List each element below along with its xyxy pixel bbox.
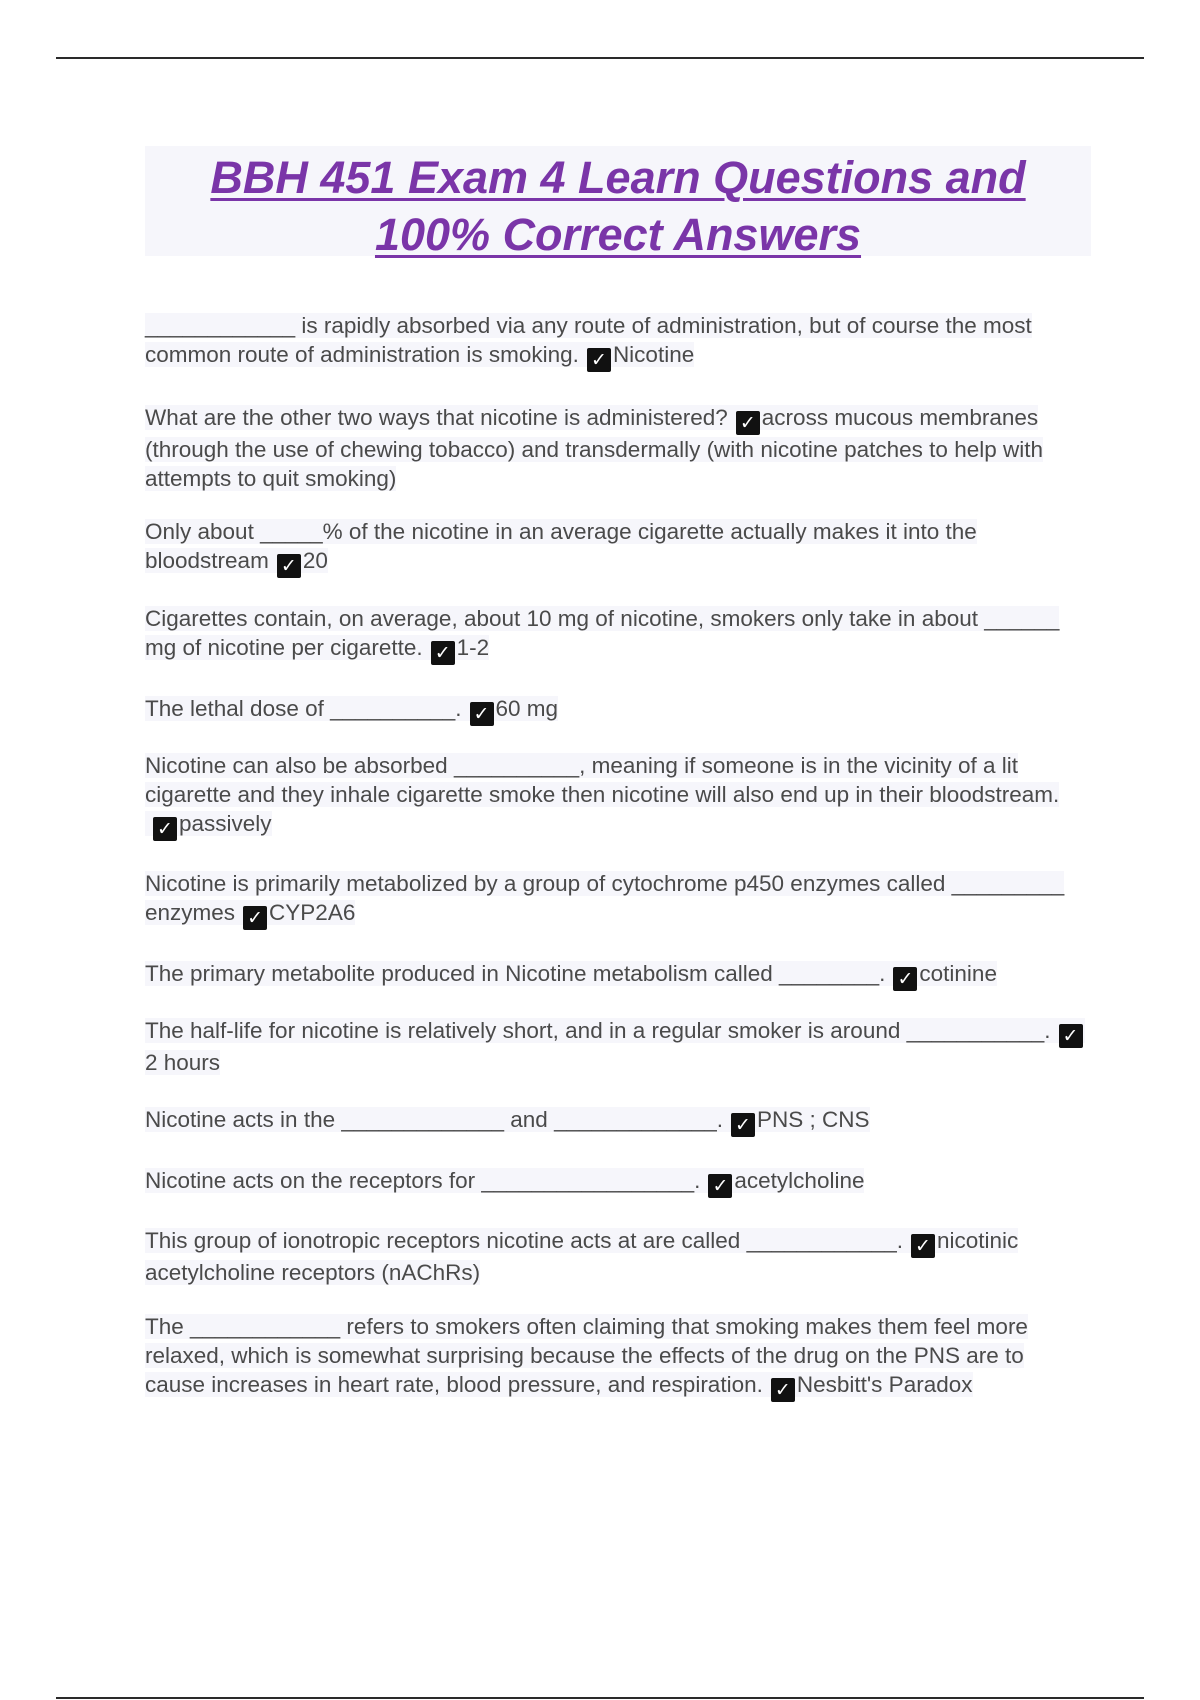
check-box-icon: ✓: [431, 641, 455, 665]
answer: nicotinic acetylcholine receptors (nAChRs): [145, 1228, 1019, 1285]
qa-item: [145, 694, 1085, 726]
check-box-icon: ✓: [771, 1378, 795, 1402]
qa-item: [145, 403, 1085, 493]
question: The ____________ refers to smokers often claiming that smoking makes them feel more relaxed, which is somewhat surprising because the effects of the drug on the PNS are to cause increases in heart rate, blood pressure, and respiration.: [145, 1314, 1028, 1397]
check-box-icon: ✓: [911, 1234, 935, 1258]
check-box-icon: ✓: [470, 702, 494, 726]
document-title: [145, 146, 1091, 263]
answer: Nesbitt's Paradox: [796, 1372, 973, 1397]
title-box: [145, 146, 1091, 260]
qa-item: [145, 959, 1085, 991]
answer: 1-2: [456, 635, 490, 660]
question: ____________ is rapidly absorbed via any route of administration, but of course the most common route of administration is smoking.: [145, 313, 1032, 367]
title-line-1: BBH 451 Exam 4 Learn Questions and: [210, 152, 1026, 203]
check-box-icon: ✓: [731, 1113, 755, 1137]
question: The primary metabolite produced in Nicotine metabolism called ________.: [145, 961, 886, 986]
question: What are the other two ways that nicotine is administered?: [145, 405, 728, 430]
check-box-icon: ✓: [708, 1174, 732, 1198]
qa-item: [145, 604, 1085, 665]
question: Nicotine acts in the _____________ and _____________.: [145, 1107, 723, 1132]
qa-item: [145, 1312, 1085, 1402]
top-rule: [56, 57, 1144, 59]
bottom-rule: [56, 1697, 1144, 1699]
check-box-icon: ✓: [153, 817, 177, 841]
qa-item: [145, 311, 1085, 372]
answer: 20: [302, 548, 328, 573]
qa-item: [145, 1105, 1085, 1137]
question: Nicotine is primarily metabolized by a group of cytochrome p450 enzymes called _________ enzymes: [145, 871, 1065, 925]
answer: passively: [179, 811, 272, 836]
qa-item: [145, 751, 1085, 841]
qa-item: [145, 1166, 1085, 1198]
answer: CYP2A6: [269, 900, 356, 925]
answer: cotinine: [919, 961, 997, 986]
question: This group of ionotropic receptors nicotine acts at are called ____________.: [145, 1228, 903, 1253]
question: Nicotine acts on the receptors for _________________.: [145, 1168, 701, 1193]
answer: across mucous membranes (through the use of chewing tobacco) and transdermally (with nicotine patches to help with attempts to quit smoking): [145, 405, 1044, 491]
question: Only about _____% of the nicotine in an average cigarette actually makes it into the bloodstream: [145, 519, 977, 573]
answer: 60 mg: [495, 696, 559, 721]
question: Cigarettes contain, on average, about 10 mg of nicotine, smokers only take in about ______ mg of nicotine per cigarette.: [145, 606, 1060, 660]
qa-item: [145, 1226, 1085, 1287]
question: The half-life for nicotine is relatively short, and in a regular smoker is around ___________.: [145, 1018, 1051, 1043]
qa-item: [145, 517, 1085, 578]
answer: Nicotine: [612, 342, 695, 367]
answer: PNS ; CNS: [757, 1107, 870, 1132]
qa-item: [145, 1016, 1085, 1077]
title-line-2: 100% Correct Answers: [374, 209, 862, 260]
question: Nicotine can also be absorbed __________, meaning if someone is in the vicinity of a lit cigarette and they inhale cigarette smoke then nicotine will also end up in their bloodstream.: [145, 753, 1060, 807]
answer: 2 hours: [145, 1050, 221, 1075]
check-box-icon: ✓: [736, 411, 760, 435]
check-box-icon: ✓: [1059, 1024, 1083, 1048]
check-box-icon: ✓: [277, 554, 301, 578]
question: The lethal dose of __________.: [145, 696, 462, 721]
answer: acetylcholine: [734, 1168, 865, 1193]
qa-item: [145, 869, 1085, 930]
check-box-icon: ✓: [587, 348, 611, 372]
check-box-icon: ✓: [243, 906, 267, 930]
check-box-icon: ✓: [893, 967, 917, 991]
